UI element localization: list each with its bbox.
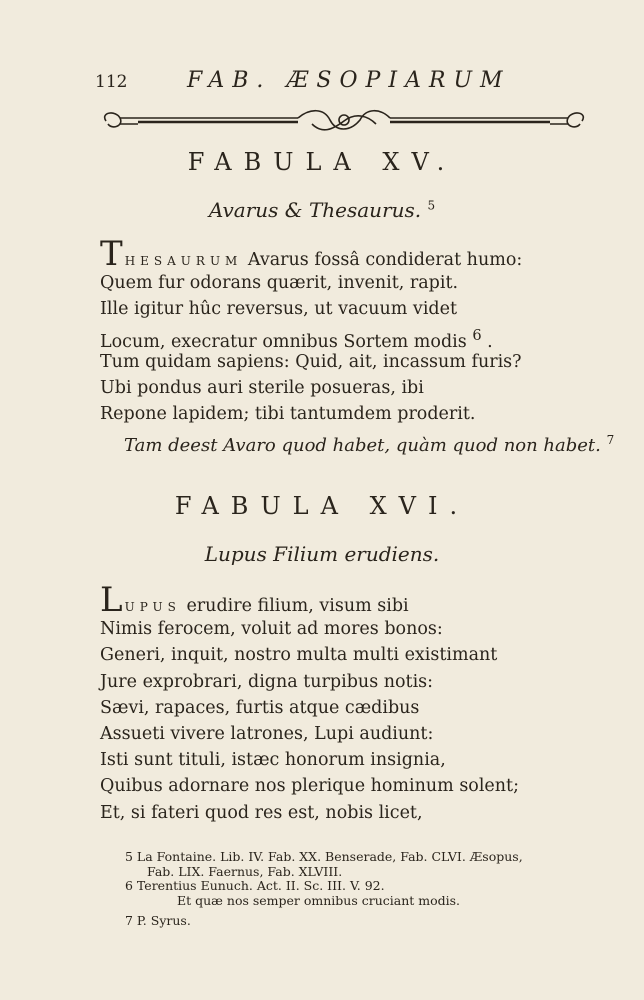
fable-15-title: FABULA XV. (187, 148, 457, 176)
verse-line: Ubi pondus auri sterile posueras, ibi (100, 377, 424, 398)
footnote-ref-6: 6 (472, 326, 482, 344)
verse-line (100, 323, 600, 352)
fable-16-subtitle: Lupus Filium erudiens. (204, 542, 440, 566)
verse-line: Quem fur odorans quærit, invenit, rapit. (100, 273, 459, 294)
verse-line: Repone lapidem; tibi tantumdem proderit. (100, 404, 476, 425)
running-title: FAB. ÆSOPIARUM (187, 68, 511, 93)
moral-text: Tam deest Avaro quod habet, quàm quod non habet. (124, 435, 601, 457)
first-word-rest: HESAURUM (124, 254, 243, 268)
verse-line: Nimis ferocem, voluit ad mores bonos: (100, 619, 443, 640)
verse-line: Ille igitur hûc reversus, ut vacuum videt (100, 299, 458, 320)
verse-line: Sævi, rapaces, furtis atque cædibus (100, 697, 420, 718)
verse-line: Generi, inquit, nostro multa multi existimant (100, 645, 498, 666)
fable-16-title: FABULA XVI. (174, 492, 470, 520)
running-head (95, 68, 544, 96)
footnote-6-quote: Et quæ nos semper omnibus cruciant modis. (177, 892, 461, 908)
fable-15-verse (100, 234, 615, 457)
footnote-5: 5 La Fontaine. Lib. IV. Fab. XX. Benserade, Fab. CLVI. Æsopus, (125, 849, 523, 864)
footnote-6: 6 Terentius Eunuch. Act. II. Sc. III. V. 92. (125, 878, 385, 893)
fable-15-subtitle-text: Avarus & Thesaurus. (208, 198, 422, 222)
verse-line-end: . (487, 331, 493, 352)
verse-line (100, 580, 600, 620)
verse-line: Quibus adornare nos plerique hominum solent; (100, 776, 519, 797)
page-number: 112 (95, 72, 128, 92)
moral-line (100, 427, 615, 457)
drop-cap: L (100, 580, 125, 620)
ornament-rule-icon (98, 106, 590, 136)
footnote-ref-7: 7 (606, 433, 615, 448)
fable-15-subtitle (0, 198, 644, 222)
verse-line: Et, si fateri quod res est, nobis licet, (100, 802, 423, 823)
verse-line-text: Locum, execratur omnibus Sortem modis (100, 331, 467, 352)
verse-line-rest: erudire filium, visum sibi (180, 596, 409, 616)
verse-line (100, 234, 600, 274)
first-word-rest: UPUS (124, 600, 181, 614)
drop-cap: T (100, 234, 125, 274)
footnote-ref-5: 5 (427, 198, 436, 213)
verse-line: Assueti vivere latrones, Lupi audiunt: (100, 723, 434, 744)
fable-16-verse (100, 580, 600, 826)
verse-line: Isti sunt tituli, istæc honorum insignia, (100, 750, 446, 771)
footnotes (125, 850, 625, 929)
footnote-7: 7 P. Syrus. (125, 913, 191, 928)
footnote-5-continued: Fab. LIX. Faernus, Fab. XLVIII. (147, 863, 343, 879)
verse-line-rest: Avarus fossâ condiderat humo: (242, 250, 523, 270)
verse-line: Tum quidam sapiens: Quid, ait, incassum furis? (100, 351, 522, 372)
verse-line: Jure exprobrari, digna turpibus notis: (100, 671, 434, 692)
